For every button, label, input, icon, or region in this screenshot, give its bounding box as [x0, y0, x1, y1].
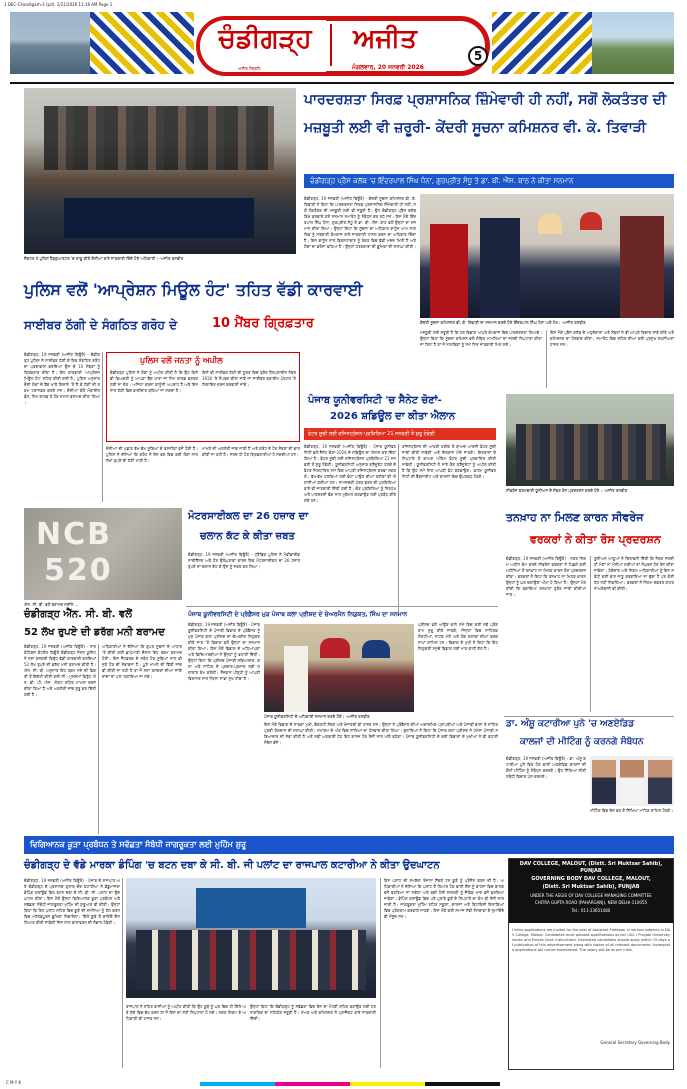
- ncb-headline-line1: ਚੰਡੀਗੜ੍ਹ ਐੱਨ. ਸੀ. ਬੀ. ਵਲੋਂ: [24, 609, 132, 620]
- salary-photo-caption: ਸੀਵਰੇਜ ਕਰਮਚਾਰੀ ਯੂਨੀਅਨ ਦੇ ਮੈਂਬਰ ਰੋਸ ਪ੍ਰਦਰਸ਼ਨ ਕਰਦੇ ਹੋਏ। -ਅਜੀਤ ਤਸਵੀਰ: [506, 488, 628, 493]
- police-appeal-title: ਪੁਲਿਸ ਵਲੋਂ ਜਨਤਾ ਨੂੰ ਅਪੀਲ: [140, 356, 223, 365]
- salary-body-col1: ਚੰਡੀਗੜ੍ਹ, 19 ਜਨਵਰੀ (ਅਜੀਤ ਬਿਊਰੋ) - ਨਗਰ ਨਿਗਮ ਅਧੀਨ ਕੰਮ ਕਰਦੇ ਸੀਵਰੇਜ ਵਰਕਰਾਂ ਨੇ ਪਿਛਲੇ ਕਈ ਮਹੀਨਿਆਂ ਤੋਂ ਤਨਖ਼ਾਹ ਨਾ ਮਿਲਣ ਕਾਰਨ ਰੋਸ ਪ੍ਰਦਰਸ਼ਨ ਕੀਤਾ। ਵਰਕਰਾਂ ਨੇ ਕਿਹਾ ਕਿ ਤਨਖ਼ਾਹ ਨਾ ਮਿਲਣ ਕਾਰਨ ਉਨ੍ਹਾਂ ਨੂੰ ਘਰ ਚਲਾਉਣਾ ਔਖਾ ਹੋ ਗਿਆ ਹੈ। ਉਨ੍ਹਾਂ ਮੰਗ ਕੀਤੀ ਕਿ ਬਕਾਇਆ ਤਨਖ਼ਾਹਾਂ ਤੁਰੰਤ ਜਾਰੀ ਕੀਤੀਆਂ ਜਾਣ।: [506, 556, 586, 597]
- pudept-photo-caption: ਪੰਜਾਬ ਯੂਨੀਵਰਸਿਟੀ ਦੇ ਅਧਿਕਾਰੀ ਸਨਮਾਨ ਕਰਦੇ ਹੋਏ। -ਅਜੀਤ ਤਸਵੀਰ: [264, 714, 370, 719]
- rti-body-col1: ਚੰਡੀਗੜ੍ਹ, 19 ਜਨਵਰੀ (ਅਜੀਤ ਬਿਊਰੋ) - ਕੇਂਦਰੀ ਸੂਚਨਾ ਕਮਿਸ਼ਨਰ ਵੀ. ਕੇ. ਤਿਵਾੜੀ ਨੇ ਕਿਹਾ ਕਿ ਪਾਰਦਰਸ਼ਤਾ ਸਿਰਫ਼ ਪ੍ਰਸ਼ਾਸਨਿਕ ਜ਼ਿੰਮੇਵਾਰੀ ਹੀ ਨਹੀਂ, ਸਗੋਂ ਲੋਕਤੰਤਰ ਦੀ ਮਜ਼ਬੂਤੀ ਲਈ ਵੀ ਜ਼ਰੂਰੀ ਹੈ। ਉਹ ਚੰਡੀਗੜ੍ਹ ਪ੍ਰੈਸ ਕਲੱਬ ਵਿਖੇ ਕਰਵਾਏ ਗਏ ਸਨਮਾਨ ਸਮਾਰੋਹ ਨੂੰ ਸੰਬੋਧਨ ਕਰ ਰਹੇ ਸਨ। ਇਸ ਮੌਕੇ ਇੰਦਰਪਾਲ ਸਿੰਘ ਧੰਨਾ, ਗੁਰਪ੍ਰੀਤ ਸੰਧੂ ਤੇ ਡਾ. ਬੀ. ਐੱਸ. ਬਾਠ ਵਲੋਂ ਉਨ੍ਹਾਂ ਦਾ ਸਨਮਾਨ ਕੀਤਾ ਗਿਆ। ਉਨ੍ਹਾਂ ਕਿਹਾ ਕਿ ਸੂਚਨਾ ਦਾ ਅਧਿਕਾਰ ਕਾਨੂੰਨ ਆਮ ਨਾਗਰਿਕ ਨੂੰ ਸਰਕਾਰੀ ਕੰਮਕਾਜ ਬਾਰੇ ਜਾਣਕਾਰੀ ਹਾਸਲ ਕਰਨ ਦਾ ਅਧਿਕਾਰ ਦਿੰਦਾ ਹੈ। ਇਸ ਕਾਨੂੰਨ ਨਾਲ ਭ੍ਰਿਸ਼ਟਾਚਾਰ ਨੂੰ ਰੋਕਣ ਵਿਚ ਵੱਡੀ ਮਦਦ ਮਿਲੀ ਹੈ ਅਤੇ ਲੋਕਾਂ ਦਾ ਭਰੋਸਾ ਵਧਿਆ ਹੈ। ਉਨ੍ਹਾਂ ਪੱਤਰਕਾਰਾਂ ਦੀ ਭੂਮਿਕਾ ਦੀ ਸ਼ਲਾਘਾ ਕੀਤੀ।: [304, 196, 416, 249]
- pu-body-col1: ਚੰਡੀਗੜ੍ਹ, 19 ਜਨਵਰੀ (ਅਜੀਤ ਬਿਊਰੋ) - ਪੰਜਾਬ ਯੂਨੀਵਰਸਿਟੀ ਵਲੋਂ ਸੈਨੇਟ ਚੋਣਾਂ-2026 ਦੇ ਸ਼ਡਿਊਲ ਦਾ ਐਲਾਨ ਕਰ ਦਿੱਤਾ ਗਿਆ ਹੈ। ਵੋਟਰ ਸੂਚੀ ਲਈ ਰਜਿਸਟ੍ਰੇਸ਼ਨ ਪ੍ਰਕਿਰਿਆ 21 ਜਨਵਰੀ ਤੋਂ ਸ਼ੁਰੂ ਹੋਵੇਗੀ। ਯੂਨੀਵਰਸਿਟੀ ਅਨੁਸਾਰ ਗ੍ਰੈਜੂਏਟ ਹਲਕੇ ਦੇ ਵੋਟਰ ਨਿਰਧਾਰਿਤ ਸਮੇਂ ਵਿਚ ਆਪਣੀ ਰਜਿਸਟ੍ਰੇਸ਼ਨ ਕਰਵਾ ਸਕਣਗੇ। ਵੱਖ-ਵੱਖ ਹਲਕਿਆਂ ਲਈ ਵੋਟਾਂ ਪਾਉਣ ਦੀਆਂ ਤਰੀਕਾਂ ਵੀ ਐਲਾਨੀਆਂ ਗਈਆਂ ਹਨ। ਨਾਮਜ਼ਦਗੀ ਪੱਤਰ ਭਰਨ ਦੀ ਪ੍ਰਕਿਰਿਆ ਬਾਰੇ ਵੀ ਜਾਣਕਾਰੀ ਦਿੱਤੀ ਗਈ ਹੈ। ਚੋਣ ਪ੍ਰਕਿਰਿਆ ਨੂੰ ਨਿਰਪੱਖ ਅਤੇ ਪਾਰਦਰਸ਼ੀ ਢੰਗ ਨਾਲ ਮੁਕੰਮਲ ਕਰਵਾਉਣ ਲਈ ਪ੍ਰਬੰਧ ਕੀਤੇ ਗਏ ਹਨ।: [304, 444, 396, 503]
- bike-headline-line1: ਮੋਟਰਸਾਈਕਲ ਦਾ 26 ਹਜ਼ਾਰ ਦਾ: [188, 511, 309, 522]
- masthead-title-chandigarh: ਚੰਡੀਗੜ੍ਹ: [218, 24, 312, 54]
- dav-ad-body: Online applications are invited for the post of Assistant Professor in various subjects in DAV College, Malout. Candidates must possess qualifications as per UGC / Punjabi University norms and Punjab Govt. instructions. Interested candidates should apply within 15 days of publication of this advertisement along with copies of all relevant documents. Incomplete applications will not be entertained. The salary will be as per rules.: [512, 928, 670, 952]
- rti-body-col2: ਮਜ਼ਬੂਤੀ ਲਈ ਜ਼ਰੂਰੀ ਹੈ ਕਿ ਹਰ ਵਿਭਾਗ ਆਪਣੇ ਕੰਮਕਾਜ ਵਿਚ ਪਾਰਦਰਸ਼ਤਾ ਲਿਆਵੇ। ਉਨ੍ਹਾਂ ਕਿਹਾ ਕਿ ਸੂਚਨਾ ਕਮਿਸ਼ਨ ਵਲੋਂ ਲੰਬਿਤ ਮਾਮਲਿਆਂ ਦਾ ਜਲਦੀ ਨਿਪਟਾਰਾ ਕੀਤਾ ਜਾ ਰਿਹਾ ਹੈ ਤਾਂ ਜੋ ਨਾਗਰਿਕਾਂ ਨੂੰ ਸਮੇਂ ਸਿਰ ਜਾਣਕਾਰੀ ਮਿਲ ਸਕੇ।: [420, 330, 542, 347]
- pu-body-col2: ਰਜਿਸਟ੍ਰੇਸ਼ਨ ਦੀ ਆਖ਼ਰੀ ਤਰੀਕ ਤੋਂ ਬਾਅਦ ਆਰਜ਼ੀ ਵੋਟਰ ਸੂਚੀ ਜਾਰੀ ਕੀਤੀ ਜਾਵੇਗੀ ਅਤੇ ਇਤਰਾਜ਼ ਮੰਗੇ ਜਾਣਗੇ। ਇਤਰਾਜ਼ਾਂ ਦੇ ਨਿਪਟਾਰੇ ਤੋਂ ਬਾਅਦ ਅੰਤਿਮ ਵੋਟਰ ਸੂਚੀ ਪ੍ਰਕਾਸ਼ਿਤ ਕੀਤੀ ਜਾਵੇਗੀ। ਯੂਨੀਵਰਸਿਟੀ ਨੇ ਸਾਰੇ ਯੋਗ ਗ੍ਰੈਜੂਏਟਾਂ ਨੂੰ ਅਪੀਲ ਕੀਤੀ ਹੈ ਕਿ ਉਹ ਸਮੇਂ ਸਿਰ ਆਪਣੀ ਵੋਟ ਬਣਵਾਉਣ। ਫ਼ਾਰਮ ਯੂਨੀਵਰਸਿਟੀ ਦੀ ਵੈੱਬਸਾਈਟ ਅਤੇ ਕਾਲਜਾਂ ਵਿਚ ਉਪਲਬਧ ਹੋਣਗੇ।: [402, 444, 496, 479]
- dav-ad-line5: CHITRA GUPTA ROAD (PAHARGANJ), NEW DELHI-110055: [534, 900, 648, 905]
- meeting-portraits: [590, 756, 674, 806]
- police-headline: ਪੁਲਿਸ ਵਲੋਂ 'ਆਪ੍ਰੇਸ਼ਨ ਮਿਊਲ ਹੰਟ' ਤਹਿਤ ਵੱਡੀ ਕਾਰਵਾਈ: [24, 280, 363, 299]
- bike-headline-line2: ਚਲਾਨ ਕੱਟ ਕੇ ਕੀਤਾ ਜ਼ਬਤ: [200, 531, 295, 542]
- police-subhead-a: ਸਾਈਬਰ ਠੱਗੀ ਦੇ ਸੰਗਠਿਤ ਗਰੋਹ ਦੇ: [24, 318, 178, 332]
- rti-banner: ਚੰਡੀਗੜ੍ਹ ਪ੍ਰੈਸ ਕਲੱਬ 'ਚ ਇੰਦਰਪਾਲ ਸਿੰਘ ਧੰਨਾ, ਗੁਰਪ੍ਰੀਤ ਸੰਧੂ ਤੇ ਡਾ. ਬੀ. ਐੱਸ. ਬਾਠ ਨੇ ਕੀਤਾ ਸਨਮਾਨ: [304, 174, 674, 188]
- dav-ad-line2: GOVERNING BODY DAV COLLEGE, MALOUT,: [531, 876, 651, 882]
- pudept-body-col2: ਪ੍ਰੀਸ਼ਦ ਵਲੋਂ ਆਉਣ ਵਾਲੇ ਸਮੇਂ ਵਿਚ ਕਈ ਨਵੇਂ ਪ੍ਰੋਗਰਾਮ ਸ਼ੁਰੂ ਕੀਤੇ ਜਾਣਗੇ, ਜਿਨ੍ਹਾਂ ਵਿਚ ਸਾਹਿਤਕ ਗੋਸ਼ਟੀਆਂ, ਨਾਟਕ ਮੇਲੇ ਅਤੇ ਲੋਕ ਕਲਾਵਾਂ ਦੀਆਂ ਵਰਕਸ਼ਾਪਾਂ ਸ਼ਾਮਿਲ ਹਨ। ਵਿਭਾਗ ਦੇ ਮੁਖੀ ਨੇ ਕਿਹਾ ਕਿ ਇਹ ਨਿਯੁਕਤੀ ਸਮੁੱਚੇ ਵਿਭਾਗ ਲਈ ਮਾਣ ਵਾਲੀ ਗੱਲ ਹੈ।: [418, 622, 498, 651]
- pu-headline-line1: ਪੰਜਾਬ ਯੂਨੀਵਰਸਿਟੀ 'ਚ ਸੈਨੇਟ ਚੋਣਾਂ-: [308, 395, 442, 406]
- rti-body-col3: ਇਸ ਮੌਕੇ ਪ੍ਰੈਸ ਕਲੱਬ ਦੇ ਅਹੁਦੇਦਾਰਾਂ ਅਤੇ ਮੈਂਬਰਾਂ ਨੇ ਵੀ ਆਪਣੇ ਵਿਚਾਰ ਸਾਂਝੇ ਕੀਤੇ ਅਤੇ ਕਮਿਸ਼ਨਰ ਦਾ ਧੰਨਵਾਦ ਕੀਤਾ। ਸਮਾਰੋਹ ਵਿਚ ਸ਼ਹਿਰ ਦੀਆਂ ਕਈ ਪ੍ਰਮੁੱਖ ਸ਼ਖ਼ਸੀਅਤਾਂ ਹਾਜ਼ਰ ਸਨ।: [550, 330, 674, 347]
- footer-code: C M Y K: [6, 1080, 22, 1085]
- police-body-col3: ਮਾਮਲੇ ਦੀ ਅਗਲੇਰੀ ਜਾਂਚ ਜਾਰੀ ਹੈ ਅਤੇ ਗਰੋਹ ਦੇ ਹੋਰ ਮੈਂਬਰਾਂ ਦੀ ਭਾਲ ਕੀਤੀ ਜਾ ਰਹੀ ਹੈ। ਜਲਦ ਹੀ ਹੋਰ ਗ੍ਰਿਫ਼ਤਾਰੀਆਂ ਹੋ ਸਕਦੀਆਂ ਹਨ।: [202, 446, 300, 457]
- pu-headline-line2: 2026 ਸ਼ਡਿਊਲ ਦਾ ਕੀਤਾ ਐਲਾਨ: [330, 411, 456, 422]
- meeting-body-col1: ਚੰਡੀਗੜ੍ਹ, 19 ਜਨਵਰੀ (ਅਜੀਤ ਬਿਊਰੋ) - ਡਾ. ਅੰਸ਼ੂ ਕਟਾਰੀਆ ਪੁਨੇ ਵਿਖੇ ਹੋਣ ਵਾਲੀ ਅਣਏਡਿਡ ਕਾਲਜਾਂ ਦੀ ਕੌਮੀ ਮੀਟਿੰਗ ਨੂੰ ਸੰਬੋਧਨ ਕਰਨਗੇ। ਉਹ ਸਿੱਖਿਆ ਨੀਤੀ ਸਬੰਧੀ ਵਿਚਾਰ ਪੇਸ਼ ਕਰਨਗੇ।: [506, 756, 586, 779]
- campaign-banner: ਵਿਗਿਆਨਕ ਕੂੜਾ ਪ੍ਰਬੰਧਨ ਤੇ ਸਵੱਛਤਾ ਸੰਬੰਧੀ ਜਾਗਰੂਕਤਾ ਲਈ ਮੁਹਿੰਮ ਸ਼ੁਰੂ: [24, 836, 674, 854]
- rti-felicitation-photo: [420, 194, 674, 318]
- ncb-body-col1: ਚੰਡੀਗੜ੍ਹ, 19 ਜਨਵਰੀ (ਅਜੀਤ ਬਿਊਰੋ) - ਨਾਰਕੋਟਿਕਸ ਕੰਟਰੋਲ ਬਿਊਰੋ ਚੰਡੀਗੜ੍ਹ ਜ਼ੋਨਲ ਯੂਨਿਟ ਨੇ ਨਸ਼ਾ ਤਸਕਰੀ ਵਿਰੁੱਧ ਵੱਡੀ ਕਾਰਵਾਈ ਕਰਦਿਆਂ 52 ਲੱਖ ਰੁਪਏ ਦੀ ਡਰੱਗ ਮਨੀ ਬਰਾਮਦ ਕੀਤੀ ਹੈ। ਐਨ. ਸੀ. ਬੀ. ਅਨੁਸਾਰ ਇਹ ਰਕਮ ਨਸ਼ੇ ਦੀ ਵਿਕਰੀ ਤੋਂ ਇਕੱਠੀ ਕੀਤੀ ਗਈ ਸੀ। ਮੁਲਜ਼ਮਾਂ ਵਿਰੁੱਧ ਐਨ. ਡੀ. ਪੀ. ਐਸ. ਐਕਟ ਤਹਿਤ ਮਾਮਲਾ ਦਰਜ ਕੀਤਾ ਗਿਆ ਹੈ ਅਤੇ ਅਗਲੇਰੀ ਜਾਂਚ ਸ਼ੁਰੂ ਕਰ ਦਿੱਤੀ ਗਈ ਹੈ।: [24, 644, 96, 697]
- salary-headline-line1: ਤਨਖ਼ਾਹ ਨਾ ਮਿਲਣ ਕਾਰਨ ਸੀਵਰੇਜ: [506, 511, 644, 524]
- masthead-title-ajit: ਅਜੀਤ: [353, 24, 417, 54]
- pudept-headline: ਪੰਜਾਬ ਯੂਨੀਵਰਸਿਟੀ ਦੇ ਪ੍ਰੋਫ਼ੈਸਰ ਮੁੜ ਪੰਜਾਬ ਕਲਾ ਪ੍ਰੀਸ਼ਦ ਦੇ ਚੇਅਰਮੈਨ ਨਿਯੁਕਤ, ਸਿੰਘ ਦਾ ਸਨਮਾਨ: [188, 611, 408, 618]
- pu-banner: ਵੋਟਰ ਸੂਚੀ ਲਈ ਰਜਿਸਟ੍ਰੇਸ਼ਨ ਪ੍ਰਕਿਰਿਆ 21 ਜਨਵਰੀ ਤੋਂ ਸ਼ੁਰੂ ਹੋਵੇਗੀ: [304, 428, 496, 440]
- police-appeal-text1: ਚੰਡੀਗੜ੍ਹ ਪੁਲਿਸ ਨੇ ਲੋਕਾਂ ਨੂੰ ਅਪੀਲ ਕੀਤੀ ਹੈ ਕਿ ਉਹ ਕਿਸੇ ਵੀ ਵਿਅਕਤੀ ਨੂੰ ਆਪਣਾ ਬੈਂਕ ਖਾਤਾ ਜਾਂ ਸਿਮ ਕਾਰਡ ਵਰਤਣ ਲਈ ਨਾ ਦੇਣ। ਅਜਿਹਾ ਕਰਨਾ ਕਾਨੂੰਨੀ ਅਪਰਾਧ ਹੈ ਅਤੇ ਇਸ ਨਾਲ ਠੱਗੀ ਵਿਚ ਭਾਗੀਦਾਰ ਬਣਿਆ ਜਾ ਸਕਦਾ ਹੈ।: [110, 370, 198, 393]
- campaign-body-col3: ਉਨ੍ਹਾਂ ਕਿਹਾ ਕਿ ਚੰਡੀਗੜ੍ਹ ਨੂੰ ਸਵੱਛਤਾ ਵਿਚ ਦੇਸ਼ ਦਾ ਮੋਹਰੀ ਸ਼ਹਿਰ ਬਣਾਉਣ ਲਈ ਹਰ ਨਾਗਰਿਕ ਦਾ ਸਹਿਯੋਗ ਜ਼ਰੂਰੀ ਹੈ। ਮੇਅਰ ਅਤੇ ਕਮਿਸ਼ਨਰ ਨੇ ਪ੍ਰਾਜੈਕਟ ਬਾਰੇ ਜਾਣਕਾਰੀ ਦਿੱਤੀ।: [250, 1004, 376, 1021]
- ncb-photo-caption: ਐਨ. ਸੀ. ਬੀ. ਵਲੋਂ ਬਰਾਮਦ ਨਸ਼ੀਲੇ ...: [24, 602, 79, 607]
- campaign-headline: ਚੰਡੀਗੜ੍ਹ ਦੇ ਵੱਡੇ ਮਾਰਕਾ ਡੰਪਿੰਗ 'ਚ ਬਟਨ ਦਬਾ ਕੇ ਸੀ. ਬੀ. ਜੀ ਪਲਾਂਟ ਦਾ ਰਾਜਪਾਲ ਕਟਾਰੀਆ ਨੇ ਕੀਤਾ ਉਦਘਾਟਨ: [24, 860, 440, 871]
- campaign-body-col4: ਇਸ ਪਲਾਂਟ ਦੀ ਸਮਰੱਥਾ ਰੋਜ਼ਾਨਾ ਸੈਂਕੜੇ ਟਨ ਕੂੜੇ ਨੂੰ ਪ੍ਰੋਸੈਸ ਕਰਨ ਦੀ ਹੈ। ਅਧਿਕਾਰੀਆਂ ਨੇ ਦੱਸਿਆ ਕਿ ਪਲਾਂਟ ਤੋਂ ਤਿਆਰ ਹੋਣ ਵਾਲੀ ਗੈਸ ਨੂੰ ਵਾਹਨਾਂ ਵਿਚ ਬਾਲਣ ਵਜੋਂ ਵਰਤਿਆ ਜਾ ਸਕੇਗਾ ਅਤੇ ਬਚੀ ਹੋਈ ਸਮੱਗਰੀ ਨੂੰ ਜੈਵਿਕ ਖਾਦ ਵਜੋਂ ਵਰਤਿਆ ਜਾਵੇਗਾ। ਡੰਪਿੰਗ ਗਰਾਊਂਡ ਵਿਚ ਪਏ ਪੁਰਾਣੇ ਕੂੜੇ ਦੇ ਨਿਪਟਾਰੇ ਦਾ ਕੰਮ ਵੀ ਤੇਜ਼ੀ ਨਾਲ ਜਾਰੀ ਹੈ। ਜਾਗਰੂਕਤਾ ਮੁਹਿੰਮ ਤਹਿਤ ਸਕੂਲਾਂ, ਕਾਲਜਾਂ ਅਤੇ ਰਿਹਾਇਸ਼ੀ ਇਲਾਕਿਆਂ ਵਿਚ ਪ੍ਰੋਗਰਾਮ ਕਰਵਾਏ ਜਾਣਗੇ। ਇਸ ਮੌਕੇ ਕਈ ਸਮਾਜ ਸੇਵੀ ਸੰਸਥਾਵਾਂ ਦੇ ਨੁਮਾਇੰਦੇ ਵੀ ਮੌਜੂਦ ਸਨ।: [384, 878, 504, 919]
- ncb-headline-line2: 52 ਲੱਖ ਰੁਪਏ ਦੀ ਡਰੱਗ ਮਨੀ ਬਰਾਮਦ: [24, 627, 165, 638]
- bike-body: ਚੰਡੀਗੜ੍ਹ, 19 ਜਨਵਰੀ (ਅਜੀਤ ਬਿਊਰੋ) - ਟ੍ਰੈਫ਼ਿਕ ਪੁਲਿਸ ਨੇ ਮੋਡੀਫ਼ਾਈਡ ਸਾਈਲੈਂਸਰ ਅਤੇ ਹੋਰ ਉਲੰਘਣਾਵਾਂ ਕਾਰਨ ਇਕ ਮੋਟਰਸਾਈਕਲ ਦਾ 26 ਹਜ਼ਾਰ ਰੁਪਏ ਦਾ ਚਲਾਨ ਕੱਟ ਕੇ ਉਸ ਨੂੰ ਜ਼ਬਤ ਕਰ ਲਿਆ।: [188, 552, 300, 569]
- masthead-divider: [330, 24, 332, 66]
- masthead-pattern-right: [492, 12, 592, 74]
- pudept-body-col3: ਇਸ ਮੌਕੇ ਵਿਭਾਗ ਦੇ ਸਾਬਕਾ ਮੁਖੀ, ਫ਼ੈਕਲਟੀ ਮੈਂਬਰ ਅਤੇ ਖੋਜਾਰਥੀ ਵੀ ਹਾਜ਼ਰ ਸਨ। ਉਨ੍ਹਾਂ ਨੇ ਪ੍ਰੋਫ਼ੈਸਰ ਦੀਆਂ ਅਕਾਦਮਿਕ ਪ੍ਰਾਪਤੀਆਂ ਅਤੇ ਪੰਜਾਬੀ ਭਾਸ਼ਾ ਤੇ ਸਾਹਿਤ ਪ੍ਰਤੀ ਯੋਗਦਾਨ ਦੀ ਸ਼ਲਾਘਾ ਕੀਤੀ। ਸਮਾਗਮ ਦੇ ਅੰਤ ਵਿਚ ਸਾਰਿਆਂ ਦਾ ਧੰਨਵਾਦ ਕੀਤਾ ਗਿਆ। ਬੁਲਾਰਿਆਂ ਨੇ ਕਿਹਾ ਕਿ ਪੰਜਾਬ ਕਲਾ ਪ੍ਰੀਸ਼ਦ ਨੇ ਹਮੇਸ਼ਾ ਪੰਜਾਬੀ ਸਭਿਆਚਾਰ ਦੀ ਸੇਵਾ ਕੀਤੀ ਹੈ ਅਤੇ ਨਵੀਂ ਅਗਵਾਈ ਹੇਠ ਇਹ ਕਾਰਜ ਹੋਰ ਤੇਜ਼ੀ ਨਾਲ ਅੱਗੇ ਵਧੇਗਾ। ਪੰਜਾਬ ਯੂਨੀਵਰਸਿਟੀ ਦੇ ਕਈ ਵਿਭਾਗਾਂ ਦੇ ਮੁਖੀਆਂ ਨੇ ਵੀ ਵਧਾਈ ਸੰਦੇਸ਼ ਭੇਜੇ।: [264, 722, 498, 745]
- color-registration-strip: [200, 1082, 500, 1086]
- page-meta: 1 DEC-Chandigarh-1 (pd). 1/21/2026 11:16 AM Page 1: [4, 2, 113, 7]
- police-press-photo: [24, 88, 296, 254]
- pudept-body-col1: ਚੰਡੀਗੜ੍ਹ, 19 ਜਨਵਰੀ (ਅਜੀਤ ਬਿਊਰੋ) - ਪੰਜਾਬ ਯੂਨੀਵਰਸਿਟੀ ਦੇ ਪੰਜਾਬੀ ਵਿਭਾਗ ਦੇ ਪ੍ਰੋਫ਼ੈਸਰ ਨੂੰ ਮੁੜ ਪੰਜਾਬ ਕਲਾ ਪ੍ਰੀਸ਼ਦ ਦਾ ਚੇਅਰਮੈਨ ਨਿਯੁਕਤ ਕੀਤੇ ਜਾਣ 'ਤੇ ਵਿਭਾਗ ਵਲੋਂ ਉਨ੍ਹਾਂ ਦਾ ਸਨਮਾਨ ਕੀਤਾ ਗਿਆ। ਇਸ ਮੌਕੇ ਵਿਭਾਗ ਦੇ ਅਧਿਆਪਕਾਂ ਅਤੇ ਵਿਦਿਆਰਥੀਆਂ ਨੇ ਉਨ੍ਹਾਂ ਨੂੰ ਵਧਾਈ ਦਿੱਤੀ। ਉਨ੍ਹਾਂ ਕਿਹਾ ਕਿ ਪ੍ਰੀਸ਼ਦ ਪੰਜਾਬੀ ਸਭਿਆਚਾਰ, ਕਲਾ ਅਤੇ ਸਾਹਿਤ ਦੇ ਪ੍ਰਚਾਰ-ਪ੍ਰਸਾਰ ਲਈ ਲਗਾਤਾਰ ਕੰਮ ਕਰੇਗੀ। ਨੌਜਵਾਨ ਪੀੜ੍ਹੀ ਨੂੰ ਆਪਣੀ ਵਿਰਾਸਤ ਨਾਲ ਜੋੜਨਾ ਸਾਡਾ ਮੁੱਖ ਟੀਚਾ ਹੈ।: [188, 622, 261, 681]
- pudept-photo: [264, 624, 414, 712]
- page-number: 5: [468, 46, 488, 66]
- ncb-photo: NCB 520: [24, 508, 182, 600]
- dav-ad-line6: Tel.: 011-23651480: [571, 908, 611, 913]
- dav-ad-signature: General Secretary Governing Body: [600, 1040, 670, 1045]
- rti-headline-line1: ਪਾਰਦਰਸ਼ਤਾ ਸਿਰਫ਼ ਪ੍ਰਸ਼ਾਸਨਿਕ ਜ਼ਿੰਮੇਵਾਰੀ ਹੀ ਨਹੀਂ, ਸਗੋਂ ਲੋਕਤੰਤਰ ਦੀ: [304, 92, 667, 108]
- rti-photo-caption: ਕੇਂਦਰੀ ਸੂਚਨਾ ਕਮਿਸ਼ਨਰ ਵੀ. ਕੇ. ਤਿਵਾੜੀ ਦਾ ਸਨਮਾਨ ਕਰਦੇ ਹੋਏ ਇੰਦਰਪਾਲ ਸਿੰਘ ਧੰਨਾ ਅਤੇ ਹੋਰ। -ਅਜੀਤ ਤਸਵੀਰ: [420, 320, 586, 325]
- meeting-headline-line1: ਡਾ. ਅੰਸ਼ੂ ਕਟਾਰੀਆ ਪੁਨੇ 'ਚ ਅਣਏਡਿਡ: [506, 719, 635, 729]
- campaign-body-col2: ਰਾਜਪਾਲ ਨੇ ਸ਼ਹਿਰ ਵਾਸੀਆਂ ਨੂੰ ਅਪੀਲ ਕੀਤੀ ਕਿ ਉਹ ਕੂੜੇ ਨੂੰ ਘਰ ਵਿਚ ਹੀ ਗਿੱਲੇ ਅਤੇ ਸੁੱਕੇ ਵਿਚ ਵੱਖ ਕਰਨ ਤਾਂ ਜੋ ਇਸ ਦਾ ਸਹੀ ਨਿਪਟਾਰਾ ਹੋ ਸਕੇ। ਨਗਰ ਨਿਗਮ ਦੇ ਅਧਿਕਾਰੀ ਵੀ ਹਾਜ਼ਰ ਸਨ।: [126, 1004, 246, 1021]
- police-photo-caption: ਸੈਕਟਰ 9 ਪੁਲਿਸ ਹੈੱਡਕੁਆਰਟਰ 'ਚ ਕਾਬੂ ਕੀਤੇ ਦੋਸ਼ੀਆਂ ਬਾਰੇ ਜਾਣਕਾਰੀ ਦਿੰਦੇ ਹੋਏ ਅਧਿਕਾਰੀ। -ਅਜੀਤ ਤਸਵੀਰ: [24, 256, 184, 261]
- meeting-headline-line2: ਕਾਲਜਾਂ ਦੀ ਮੀਟਿੰਗ ਨੂੰ ਕਰਨਗੇ ਸੰਬੋਧਨ: [520, 737, 644, 747]
- masthead-date: ਮੰਗਲਵਾਰ, 20 ਜਨਵਰੀ 2026: [352, 64, 424, 71]
- masthead-pattern-left: [90, 12, 194, 74]
- meeting-body-col2: ਮੀਟਿੰਗ ਵਿਚ ਦੇਸ਼ ਭਰ ਤੋਂ ਸਿੱਖਿਆ ਮਾਹਿਰ ਸ਼ਾਮਿਲ ਹੋਣਗੇ।: [590, 808, 674, 813]
- dav-ad-line4: UNDER THE AEGIS OF DAV COLLEGE MANAGING COMMITTEE: [530, 893, 652, 898]
- masthead-photo-left: [10, 12, 90, 74]
- campaign-photo: [126, 878, 376, 998]
- rti-headline-line2: ਮਜ਼ਬੂਤੀ ਲਈ ਵੀ ਜ਼ਰੂਰੀ- ਕੇਂਦਰੀ ਸੂਚਨਾ ਕਮਿਸ਼ਨਰ ਵੀ. ਕੇ. ਤਿਵਾੜੀ: [304, 120, 647, 136]
- ncb-body-col2: ਅਧਿਕਾਰੀਆਂ ਨੇ ਦੱਸਿਆ ਕਿ ਗੁਪਤ ਸੂਚਨਾ ਦੇ ਆਧਾਰ 'ਤੇ ਕੀਤੀ ਗਈ ਛਾਪੇਮਾਰੀ ਦੌਰਾਨ ਇਹ ਰਕਮ ਬਰਾਮਦ ਹੋਈ। ਇਸ ਨੈੱਟਵਰਕ ਦੇ ਸਬੰਧ ਹੋਰ ਸੂਬਿਆਂ ਨਾਲ ਵੀ ਜੁੜੇ ਹੋਣ ਦੀ ਸੰਭਾਵਨਾ ਹੈ। ਪੂਰੇ ਮਾਮਲੇ ਦੀ ਵਿੱਤੀ ਜਾਂਚ ਵੀ ਕੀਤੀ ਜਾ ਰਹੀ ਹੈ ਤਾਂ ਜੋ ਨਸ਼ਾ ਤਸਕਰਾਂ ਦੀਆਂ ਜਾਇਦਾਦਾਂ ਦਾ ਪਤਾ ਲਗਾਇਆ ਜਾ ਸਕੇ।: [102, 644, 182, 679]
- police-body-col2: ਦੋਸ਼ੀਆਂ ਦੀ ਪਛਾਣ ਵੱਖ-ਵੱਖ ਸੂਬਿਆਂ ਦੇ ਵਸਨੀਕਾਂ ਵਜੋਂ ਹੋਈ ਹੈ। ਪੁਲਿਸ ਨੇ ਦੱਸਿਆ ਕਿ ਗਰੋਹ ਨੇ ਦੇਸ਼ ਭਰ ਵਿਚ ਕਈ ਲੋਕਾਂ ਨਾਲ ਲੱਖਾਂ ਰੁਪਏ ਦੀ ਠੱਗੀ ਮਾਰੀ ਹੈ।: [106, 446, 198, 463]
- police-body-col1: ਚੰਡੀਗੜ੍ਹ, 19 ਜਨਵਰੀ (ਅਜੀਤ ਬਿਊਰੋ) - ਚੰਡੀਗੜ੍ਹ ਪੁਲਿਸ ਨੇ ਸਾਈਬਰ ਠੱਗੀ ਦੇ ਇਕ ਸੰਗਠਿਤ ਗਰੋਹ ਦਾ ਪਰਦਾਫ਼ਾਸ਼ ਕਰਦਿਆਂ ਉਸ ਦੇ 10 ਮੈਂਬਰਾਂ ਨੂੰ ਗ੍ਰਿਫ਼ਤਾਰ ਕੀਤਾ ਹੈ। ਇਹ ਕਾਰਵਾਈ 'ਆਪ੍ਰੇਸ਼ਨ ਮਿਊਲ ਹੰਟ' ਤਹਿਤ ਕੀਤੀ ਗਈ ਹੈ। ਪੁਲਿਸ ਅਨੁਸਾਰ ਦੋਸ਼ੀ ਲੋਕਾਂ ਦੇ ਬੈਂਕ ਖਾਤੇ ਕਿਰਾਏ 'ਤੇ ਲੈ ਕੇ ਠੱਗੀ ਦੀ ਰਕਮ ਟਰਾਂਸਫ਼ਰ ਕਰਦੇ ਸਨ। ਦੋਸ਼ੀਆਂ ਕੋਲੋਂ ਮੋਬਾਈਲ ਫ਼ੋਨ, ਸਿਮ ਕਾਰਡ ਤੇ ਹੋਰ ਸਮਾਨ ਬਰਾਮਦ ਕੀਤਾ ਗਿਆ।: [24, 352, 100, 405]
- dav-ad-line1: DAV COLLEGE, MALOUT, (Distt. Sri Muktsar Sahib), PUNJAB: [519, 861, 663, 874]
- masthead-photo-right: [592, 12, 674, 74]
- salary-body-col2: ਯੂਨੀਅਨ ਆਗੂਆਂ ਨੇ ਚਿਤਾਵਨੀ ਦਿੱਤੀ ਕਿ ਜੇਕਰ ਜਲਦੀ ਹੀ ਮੰਗਾਂ ਨਾ ਮੰਨੀਆਂ ਗਈਆਂ ਤਾਂ ਸੰਘਰਸ਼ ਹੋਰ ਤੇਜ਼ ਕੀਤਾ ਜਾਵੇਗਾ। ਠੇਕੇਦਾਰ ਅਤੇ ਨਿਗਮ ਅਧਿਕਾਰੀਆਂ ਨੂੰ ਇਸ ਸਬੰਧੀ ਕਈ ਵਾਰ ਜਾਣੂ ਕਰਵਾਇਆ ਜਾ ਚੁੱਕਾ ਹੈ ਪਰ ਕੋਈ ਹੱਲ ਨਹੀਂ ਨਿਕਲਿਆ। ਵਰਕਰਾਂ ਨੇ ਨਿਗਮ ਦਫ਼ਤਰ ਬਾਹਰ ਨਾਅਰੇਬਾਜ਼ੀ ਵੀ ਕੀਤੀ।: [594, 556, 674, 591]
- campaign-body-col1: ਚੰਡੀਗੜ੍ਹ, 19 ਜਨਵਰੀ (ਅਜੀਤ ਬਿਊਰੋ) - ਪੰਜਾਬ ਦੇ ਰਾਜਪਾਲ ਅਤੇ ਚੰਡੀਗੜ੍ਹ ਦੇ ਪ੍ਰਸ਼ਾਸਕ ਗੁਲਾਬ ਚੰਦ ਕਟਾਰੀਆ ਨੇ ਡੱਡੂਮਾਜਰਾ ਡੰਪਿੰਗ ਗਰਾਊਂਡ ਵਿਖੇ ਬਟਨ ਦਬਾ ਕੇ ਸੀ. ਬੀ. ਜੀ. ਪਲਾਂਟ ਦਾ ਉਦਘਾਟਨ ਕੀਤਾ। ਇਸ ਮੌਕੇ ਉਨ੍ਹਾਂ ਵਿਗਿਆਨਕ ਕੂੜਾ ਪ੍ਰਬੰਧਨ ਅਤੇ ਸਵੱਛਤਾ ਸੰਬੰਧੀ ਜਾਗਰੂਕਤਾ ਮੁਹਿੰਮ ਦੀ ਸ਼ੁਰੂਆਤ ਵੀ ਕੀਤੀ। ਉਨ੍ਹਾਂ ਕਿਹਾ ਕਿ ਇਹ ਪਲਾਂਟ ਸ਼ਹਿਰ ਵਿਚ ਕੂੜੇ ਦੀ ਸਮੱਸਿਆ ਨੂੰ ਹੱਲ ਕਰਨ ਵਿਚ ਮਹੱਤਵਪੂਰਨ ਭੂਮਿਕਾ ਨਿਭਾਏਗਾ। ਗਿੱਲੇ ਕੂੜੇ ਤੋਂ ਬਾਇਓ ਗੈਸ ਤਿਆਰ ਕੀਤੀ ਜਾਵੇਗੀ ਜਿਸ ਨਾਲ ਵਾਤਾਵਰਨ ਦੀ ਸੰਭਾਲ ਹੋਵੇਗੀ।: [24, 878, 120, 925]
- police-subhead-b: 10 ਮੈਂਬਰ ਗ੍ਰਿਫ਼ਤਾਰ: [212, 316, 314, 331]
- dav-ad-line3: (Distt. Sri Muktsar Sahib), PUNJAB: [542, 884, 640, 890]
- salary-photo: [506, 394, 674, 486]
- masthead-subtitle: ਅਜੀਤ ਸੰਗ੍ਰਹਿ: [238, 66, 261, 71]
- police-appeal-text2: ਕਿਸੇ ਵੀ ਸਾਈਬਰ ਠੱਗੀ ਦੀ ਸੂਰਤ ਵਿਚ ਤੁਰੰਤ ਹੈਲਪਲਾਈਨ ਨੰਬਰ 1930 'ਤੇ ਸੰਪਰਕ ਕੀਤਾ ਜਾਵੇ ਜਾਂ ਸਾਈਬਰ ਕ੍ਰਾਈਮ ਪੋਰਟਲ 'ਤੇ ਸ਼ਿਕਾਇਤ ਦਰਜ ਕਰਵਾਈ ਜਾਵੇ।: [202, 370, 296, 387]
- salary-headline-line2: ਵਰਕਰਾਂ ਨੇ ਕੀਤਾ ਰੋਸ ਪ੍ਰਦਰਸ਼ਨ: [530, 533, 661, 546]
